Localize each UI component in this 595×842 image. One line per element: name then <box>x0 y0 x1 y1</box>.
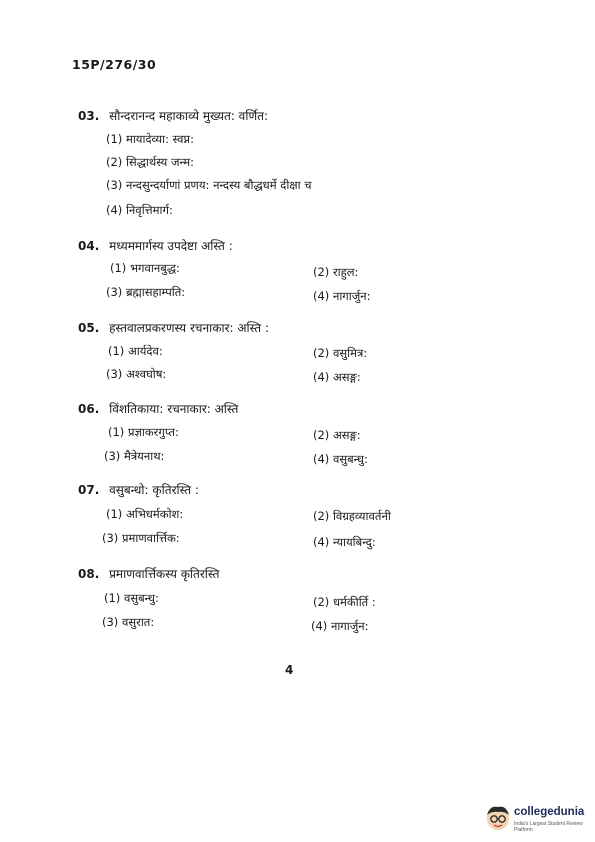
option-06-2: (2) असङ्ग: <box>313 428 361 442</box>
option-03-2: (2) सिद्धार्थस्य जन्म: <box>106 155 194 169</box>
option-06-1: (1) प्रज्ञाकरगुप्त: <box>108 425 179 439</box>
option-07-2: (2) विग्रहव्यावर्तनी <box>313 509 391 523</box>
mascot-icon <box>484 803 512 833</box>
option-07-1: (1) अभिधर्मकोश: <box>106 507 184 521</box>
question-text: प्रमाणवार्त्तिकस्य कृतिरस्ति <box>109 567 220 581</box>
option-08-3: (3) वसुरात: <box>102 615 155 629</box>
option-05-3: (3) अश्वघोष: <box>106 367 167 381</box>
question-number: 06. <box>78 402 100 416</box>
page-number: 4 <box>285 663 294 677</box>
option-05-4: (4) असङ्ग: <box>313 370 361 384</box>
question-05 <box>78 319 269 336</box>
paper-code: 15P/276/30 <box>72 57 157 72</box>
option-03-3: (3) नन्दसुन्दर्याणां प्रणय: नन्दस्य बौद्धधर्मे दीक्षा च <box>106 178 312 192</box>
question-text: मध्यममार्गस्य उपदेष्टा अस्ति : <box>109 239 233 253</box>
option-03-1: (1) मायादेव्या: स्वप्न: <box>106 132 194 146</box>
brand-tagline: India's Largest Student Review Platform <box>514 821 583 833</box>
option-08-2: (2) धर्मकीर्ति : <box>313 595 376 609</box>
question-number: 04. <box>78 239 100 253</box>
question-06 <box>78 400 238 417</box>
option-05-1: (1) आर्यदेव: <box>108 344 163 358</box>
question-number: 07. <box>78 483 100 497</box>
question-08 <box>78 565 219 582</box>
question-text: विंशतिकाया: रचनाकार: अस्ति <box>109 402 239 416</box>
question-07 <box>78 481 199 498</box>
option-03-4: (4) निवृत्तिमार्ग: <box>106 203 173 217</box>
brand-watermark <box>484 801 594 837</box>
question-04 <box>78 237 233 254</box>
option-07-4: (4) न्यायबिन्दु: <box>313 535 376 549</box>
option-04-3: (3) ब्रह्मासहाम्पति: <box>106 285 186 299</box>
question-text: वसुबन्धो: कृतिरस्ति : <box>109 483 199 497</box>
question-text: सौन्दरानन्द महाकाव्ये मुख्यत: वर्णित: <box>109 109 269 123</box>
question-03 <box>78 107 268 124</box>
option-04-2: (2) राहुल: <box>313 265 359 279</box>
option-07-3: (3) प्रमाणवार्त्तिक: <box>102 531 180 545</box>
option-08-1: (1) वसुबन्धु: <box>104 591 159 605</box>
option-08-4: (4) नागार्जुन: <box>311 619 369 633</box>
question-number: 05. <box>78 321 100 335</box>
option-04-1: (1) भगवानबुद्ध: <box>110 261 180 275</box>
option-04-4: (4) नागार्जुन: <box>313 289 371 303</box>
question-number: 08. <box>78 567 100 581</box>
option-06-4: (4) वसुबन्धु: <box>313 452 368 466</box>
option-06-3: (3) मैत्रेयनाथ: <box>104 449 165 463</box>
option-05-2: (2) वसुमित्र: <box>313 346 368 360</box>
question-number: 03. <box>78 109 100 123</box>
brand-name: collegedunia <box>514 806 585 818</box>
question-text: हस्तवालप्रकरणस्य रचनाकार: अस्ति : <box>109 321 269 335</box>
